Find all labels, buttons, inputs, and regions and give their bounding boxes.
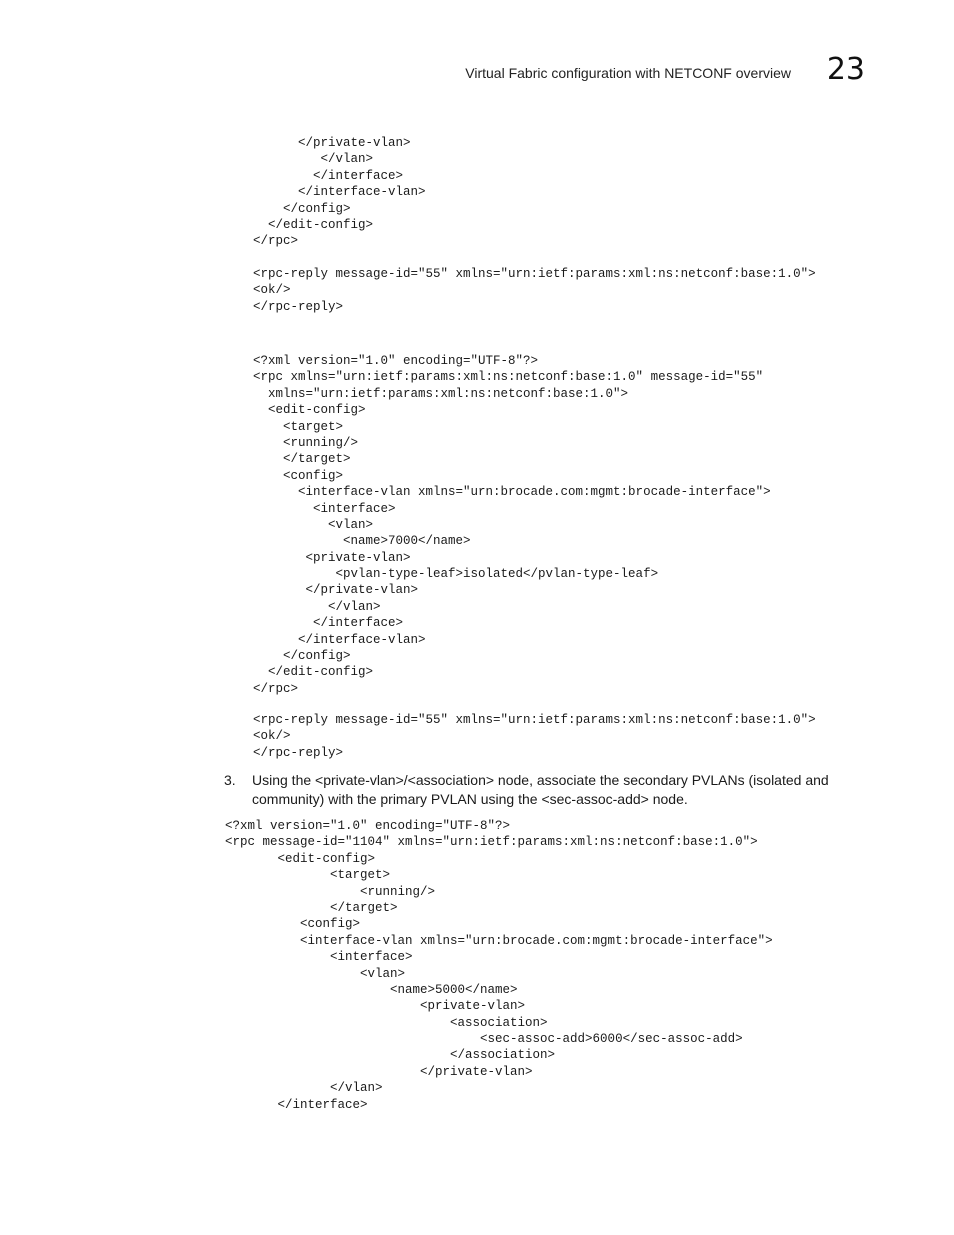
code-line: <interface>: [253, 501, 396, 516]
code-line: </interface>: [253, 616, 404, 631]
section-title: Virtual Fabric configuration with NETCONF overview: [465, 65, 791, 81]
code-line: <target>: [225, 868, 391, 883]
code-line: </rpc-reply>: [253, 745, 344, 760]
code-line: <interface-vlan xmlns="urn:brocade.com:mgmt:brocade-interface">: [225, 933, 773, 948]
code-line: <pvlan-type-leaf>isolated</pvlan-type-leaf>: [253, 567, 659, 582]
code-line: </edit-config>: [253, 217, 374, 232]
code-line: <running/>: [253, 435, 359, 450]
code-line: </vlan>: [225, 1081, 383, 1096]
step-number: 3.: [224, 772, 236, 788]
code-line: <private-vlan>: [253, 550, 411, 565]
code-line: <?xml version="1.0" encoding="UTF-8"?>: [225, 819, 511, 833]
code-line: </rpc>: [253, 681, 299, 696]
code-line: </private-vlan>: [225, 1064, 533, 1079]
code-line: <rpc-reply message-id="55" xmlns="urn:ietf:params:xml:ns:netconf:base:1.0">: [253, 267, 816, 281]
code-line: </config>: [253, 201, 351, 216]
chapter-number: 23: [826, 52, 865, 87]
code-line: <name>7000</name>: [253, 534, 471, 549]
code-line: <edit-config>: [225, 851, 376, 866]
code-line: <running/>: [225, 884, 436, 899]
code-line: <rpc-reply message-id="55" xmlns="urn:ietf:params:xml:ns:netconf:base:1.0">: [253, 713, 816, 727]
code-line: <?xml version="1.0" encoding="UTF-8"?>: [253, 354, 539, 368]
code-block-rpc-end: [253, 135, 426, 250]
code-line: </config>: [253, 649, 351, 664]
code-block-rpc-private-vlan: [253, 353, 771, 697]
code-line: <ok/>: [253, 729, 291, 744]
code-line: <ok/>: [253, 283, 291, 298]
code-line: <target>: [253, 419, 344, 434]
code-line: </vlan>: [253, 599, 381, 614]
code-line: </interface-vlan>: [253, 632, 426, 647]
code-line: </interface>: [253, 168, 404, 183]
code-line: <vlan>: [253, 517, 374, 532]
code-line: </vlan>: [253, 152, 374, 167]
code-block-rpc-reply-2: [253, 712, 816, 761]
code-line: </private-vlan>: [253, 583, 419, 598]
code-line: <sec-assoc-add>6000</sec-assoc-add>: [225, 1032, 743, 1047]
code-line: <rpc message-id="1104" xmlns="urn:ietf:params:xml:ns:netconf:base:1.0">: [225, 835, 758, 850]
code-line: </rpc>: [253, 234, 299, 249]
step-text: Using the <private-vlan>/<association> node, associate the secondary PVLANs (isolated and community) with the primary PVLAN using the <sec-assoc-add> node.: [252, 772, 829, 807]
code-line: <config>: [253, 468, 344, 483]
code-line: <interface-vlan xmlns="urn:brocade.com:mgmt:brocade-interface">: [253, 485, 771, 500]
code-line: <interface>: [225, 950, 413, 965]
code-line: <rpc xmlns="urn:ietf:params:xml:ns:netconf:base:1.0" message-id="55": [253, 370, 764, 385]
code-line: </association>: [225, 1048, 556, 1063]
code-line: <vlan>: [225, 966, 406, 981]
code-line: </edit-config>: [253, 665, 374, 680]
code-line: </interface>: [225, 1097, 368, 1112]
code-block-rpc-reply-1: [253, 266, 816, 315]
code-line: </target>: [253, 452, 351, 467]
code-line: <edit-config>: [253, 403, 366, 418]
code-line: xmlns="urn:ietf:params:xml:ns:netconf:base:1.0">: [253, 386, 629, 401]
code-line: <association>: [225, 1015, 548, 1030]
code-line: </rpc-reply>: [253, 299, 344, 314]
code-line: <private-vlan>: [225, 999, 526, 1014]
code-line: <name>5000</name>: [225, 982, 518, 997]
code-line: <config>: [225, 917, 361, 932]
code-line: </interface-vlan>: [253, 185, 426, 200]
code-block-rpc-association: [225, 818, 773, 1113]
code-line: </private-vlan>: [253, 136, 411, 150]
code-line: </target>: [225, 900, 398, 915]
